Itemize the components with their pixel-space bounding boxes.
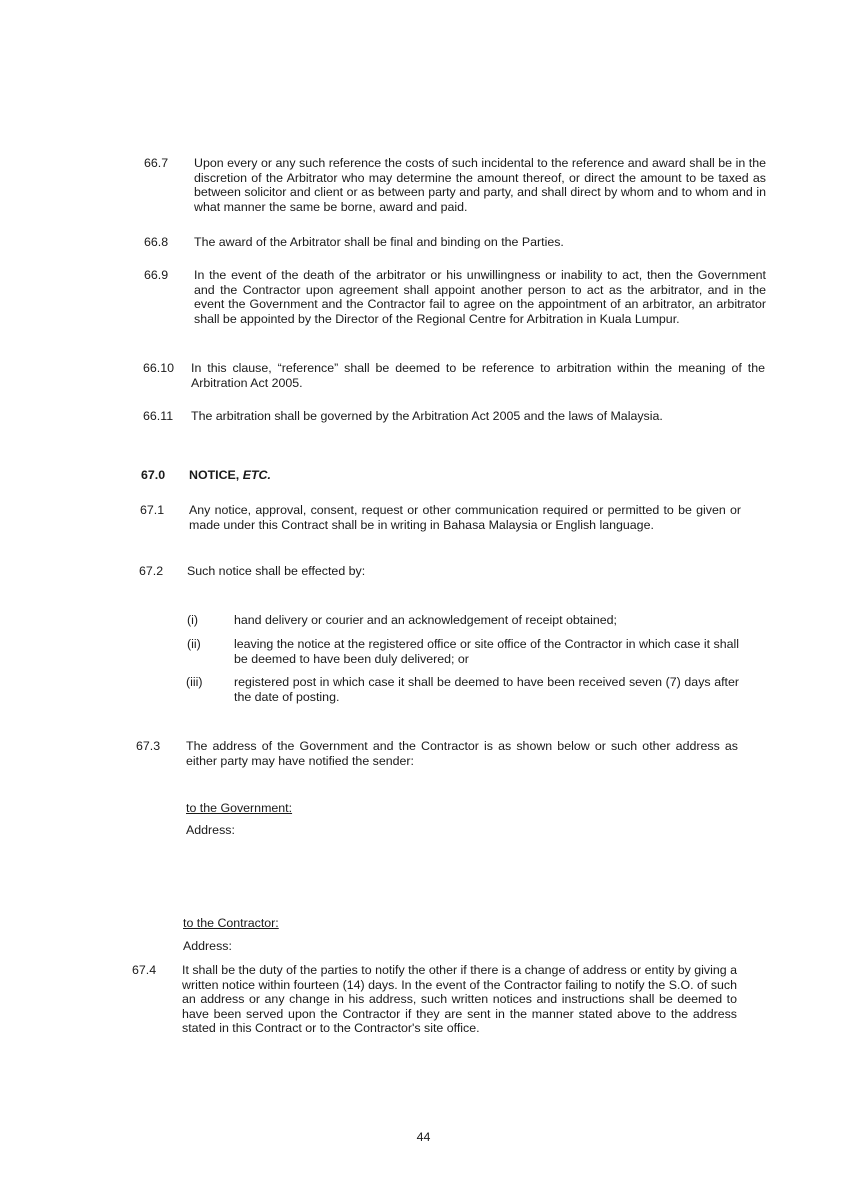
clause-text: It shall be the duty of the parties to notify the other if there is a change of address or entity by giving a written notice within fourteen (14) days. In the event of the Contractor failing to notify the S.O. of such an address or any change in his address, such written notices and instructions shall be deemed to have been served upon the Contractor if they are sent in the manner stated above to the address stated in this Contract or to the Contractor's site office. bbox=[182, 963, 737, 1036]
clause-number: 66.10 bbox=[143, 361, 175, 375]
contractor-address-label: Address: bbox=[183, 939, 232, 953]
government-label: to the Government: bbox=[186, 801, 293, 815]
contractor-label: to the Contractor: bbox=[183, 916, 279, 930]
government-address-label: Address: bbox=[186, 823, 235, 837]
list-item-text: hand delivery or courier and an acknowledgement of receipt obtained; bbox=[234, 613, 617, 627]
list-item-text: leaving the notice at the registered office or site office of the Contractor in which case it shall be deemed to have been duly delivered; or bbox=[234, 637, 739, 666]
clause-text: In the event of the death of the arbitrator or his unwillingness or inability to act, then the Government and the Contractor upon agreement shall appoint another person to act as the arbitrator, and in the event the Government and the Contractor fail to agree on the appointment of an arbitrator, an arbitrator shall be appointed by the Director of the Regional Centre for Arbitration in Kuala Lumpur. bbox=[194, 268, 766, 326]
list-item-label: (i) bbox=[187, 613, 199, 627]
clause-number: 67.4 bbox=[132, 963, 157, 977]
clause-number: 66.11 bbox=[143, 409, 174, 423]
clause-text: Upon every or any such reference the costs of such incidental to the reference and award shall be in the discretion of the Arbitrator who may determine the amount thereof, or direct the amount to be taxed as between solicitor and client or as between party and party, and shall direct by whom and to whom and in what manner the same be borne, award and paid. bbox=[194, 156, 766, 214]
section-title-main: NOTICE, bbox=[189, 468, 240, 482]
clause-text: The award of the Arbitrator shall be final and binding on the Parties. bbox=[194, 235, 564, 249]
clause-number: 67.3 bbox=[136, 739, 161, 753]
list-item-label: (ii) bbox=[187, 637, 201, 651]
section-title bbox=[189, 468, 589, 483]
clause-text: In this clause, “reference” shall be deemed to be reference to arbitration within the meaning of the Arbitration Act 2005. bbox=[191, 361, 765, 390]
section-number: 67.0 bbox=[141, 468, 166, 482]
clause-text: The address of the Government and the Contractor is as shown below or such other address as either party may have notified the sender: bbox=[186, 739, 738, 768]
clause-number: 66.7 bbox=[144, 156, 169, 170]
clause-number: 66.9 bbox=[144, 268, 169, 282]
page-number: 44 bbox=[416, 1130, 431, 1144]
list-item-label: (iii) bbox=[186, 675, 203, 689]
clause-number: 67.1 bbox=[140, 503, 165, 517]
clause-text: Such notice shall be effected by: bbox=[187, 564, 366, 578]
clause-number: 67.2 bbox=[139, 564, 164, 578]
clause-text: The arbitration shall be governed by the Arbitration Act 2005 and the laws of Malaysia. bbox=[191, 409, 663, 423]
list-item-text: registered post in which case it shall be deemed to have been received seven (7) days after the date of posting. bbox=[234, 675, 739, 704]
clause-number: 66.8 bbox=[144, 235, 169, 249]
clause-text: Any notice, approval, consent, request or other communication required or permitted to be given or made under this Contract shall be in writing in Bahasa Malaysia or English language. bbox=[189, 503, 741, 532]
section-title-italic: ETC. bbox=[242, 468, 271, 482]
